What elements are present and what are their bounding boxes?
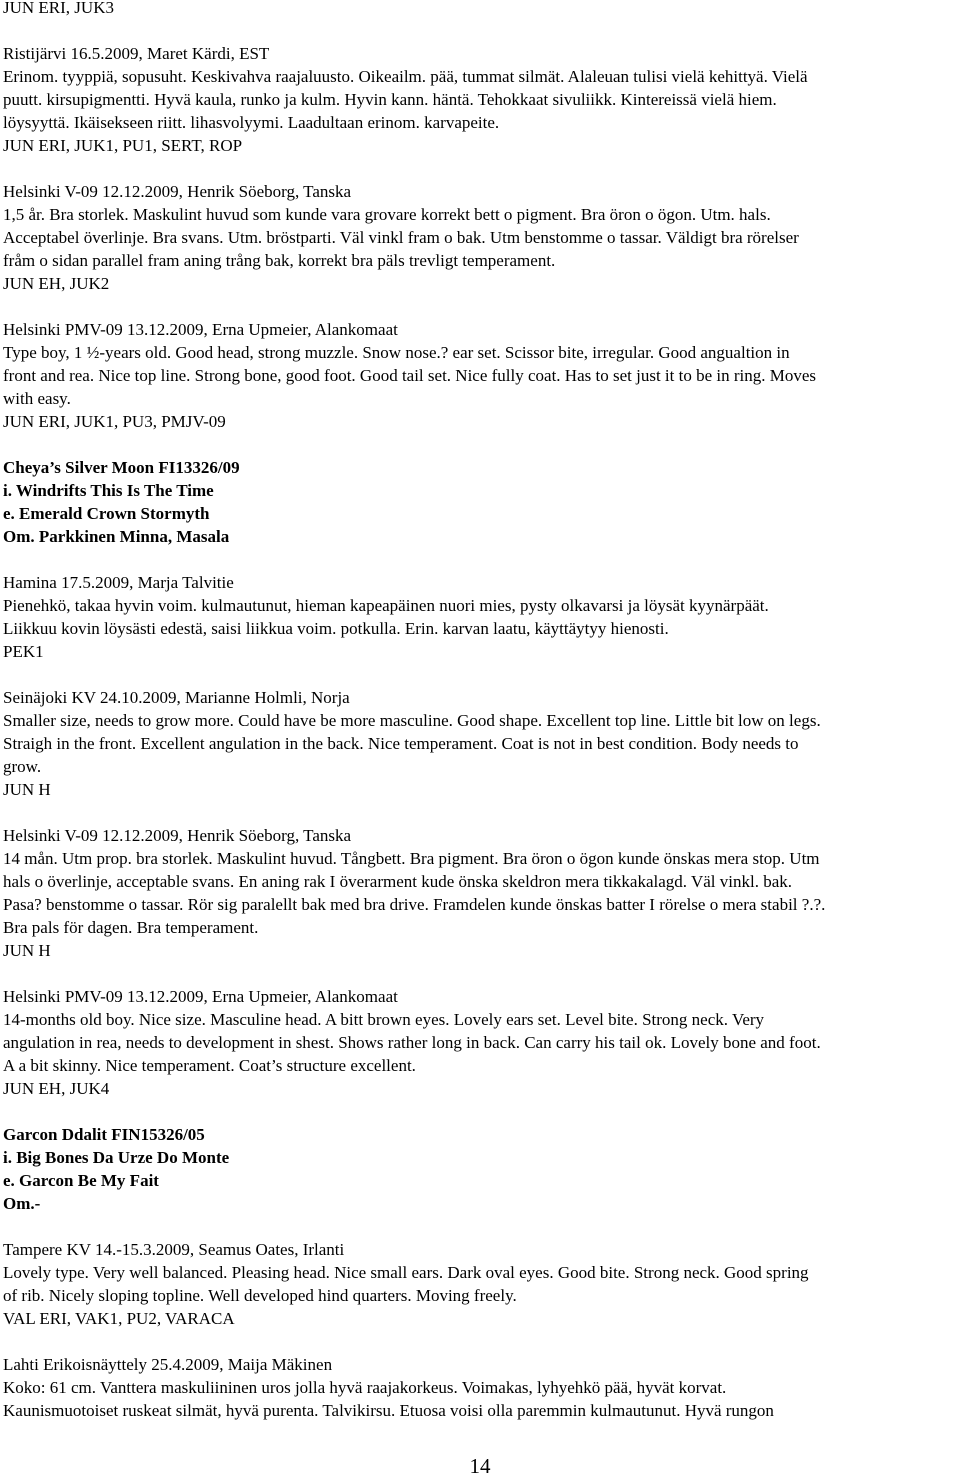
result-line: JUN EH, JUK4	[3, 1079, 110, 1098]
spacer	[3, 962, 955, 985]
spacer	[3, 19, 955, 42]
critique-line: Straigh in the front. Excellent angulation in the back. Nice temperament. Coat is not in best condition. Body needs to	[3, 734, 799, 753]
critique-line: A a bit skinny. Nice temperament. Coat’s structure excellent.	[3, 1056, 416, 1075]
critique-line: hals o överlinje, acceptable svans. En aning rak I överarment kude önska skeldron mera tikkakalagd. Väl vinkl. bak.	[3, 872, 792, 891]
spacer	[3, 801, 955, 824]
spacer	[3, 1215, 955, 1238]
spacer	[3, 1330, 955, 1353]
critique-line: front and rea. Nice top line. Strong bone, good foot. Good tail set. Nice fully coat. Has to set just it to be in ring. Moves	[3, 366, 817, 385]
result-heading: JUN ERI, JUK3	[3, 0, 114, 17]
show-header: Seinäjoki KV 24.10.2009, Marianne Holmli, Norja	[3, 688, 350, 707]
result-line: JUN H	[3, 780, 51, 799]
show-header: Lahti Erikoisnäyttely 25.4.2009, Maija Mäkinen	[3, 1355, 333, 1374]
dog-sire: i. Windrifts This Is The Time	[3, 481, 214, 500]
show-header: Helsinki V-09 12.12.2009, Henrik Söeborg, Tanska	[3, 182, 352, 201]
critique-line: Koko: 61 cm. Vanttera maskuliininen uros jolla hyvä raajakorkeus. Voimakas, lyhyehkö pää, hyvät korvat.	[3, 1378, 727, 1397]
critique-line: Lovely type. Very well balanced. Pleasing head. Nice small ears. Dark oval eyes. Good bite. Strong neck. Good spring	[3, 1263, 809, 1282]
critique-line: Pienehkö, takaa hyvin voim. kulmautunut, hieman kapeapäinen nuori mies, pysty olkavarsi ja löysät kyynärpäät.	[3, 596, 769, 615]
result-line: JUN ERI, JUK1, PU3, PMJV-09	[3, 412, 226, 431]
critique-line: Kaunismuotoiset ruskeat silmät, hyvä purenta. Talvikirsu. Etuosa voisi olla paremmin kulmautunut. Hyvä rungon	[3, 1401, 774, 1420]
result-line: JUN ERI, JUK1, PU1, SERT, ROP	[3, 136, 243, 155]
document-page	[3, 0, 955, 1422]
spacer	[3, 663, 955, 686]
critique-line: Liikkuu kovin löysästi edestä, saisi liikkua voim. potkulla. Erin. karvan laatu, käyttäytyy hienosti.	[3, 619, 669, 638]
dog-dam: e. Emerald Crown Stormyth	[3, 504, 210, 523]
critique-line: with easy.	[3, 389, 71, 408]
critique-line: Bra pals för dagen. Bra temperament.	[3, 918, 259, 937]
show-header: Ristijärvi 16.5.2009, Maret Kärdi, EST	[3, 44, 270, 63]
critique-line: Type boy, 1 ½-years old. Good head, strong muzzle. Snow nose.? ear set. Scissor bite, irregular. Good angualtion in	[3, 343, 790, 362]
show-header: Tampere KV 14.-15.3.2009, Seamus Oates, Irlanti	[3, 1240, 345, 1259]
critique-line: Pasa? benstomme o tassar. Rör sig paralellt bak med bra drive. Framdelen kunde önskas batter I rörelse o mera stabil ?.?.	[3, 895, 826, 914]
critique-line: Acceptabel överlinje. Bra svans. Utm. bröstparti. Väl vinkl fram o bak. Utm benstomme o tassar. Väldigt bra rörelser	[3, 228, 799, 247]
critique-line: 1,5 år. Bra storlek. Maskulint huvud som kunde vara grovare korrekt bett o pigment. Bra öron o ögon. Utm. hals.	[3, 205, 771, 224]
dog-owner: Om. Parkkinen Minna, Masala	[3, 527, 230, 546]
show-header: Helsinki V-09 12.12.2009, Henrik Söeborg, Tanska	[3, 826, 352, 845]
show-header: Helsinki PMV-09 13.12.2009, Erna Upmeier, Alankomaat	[3, 320, 398, 339]
critique-line: 14-months old boy. Nice size. Masculine head. A bitt brown eyes. Lovely ears set. Level bite. Strong neck. Very	[3, 1010, 765, 1029]
spacer	[3, 157, 955, 180]
dog-name: Cheya’s Silver Moon FI13326/09	[3, 458, 240, 477]
result-line: VAL ERI, VAK1, PU2, VARACA	[3, 1309, 235, 1328]
result-line: JUN H	[3, 941, 51, 960]
spacer	[3, 295, 955, 318]
spacer	[3, 548, 955, 571]
critique-line: Smaller size, needs to grow more. Could have be more masculine. Good shape. Excellent top line. Little bit low on legs.	[3, 711, 821, 730]
show-header: Hamina 17.5.2009, Marja Talvitie	[3, 573, 234, 592]
dog-name: Garcon Ddalit FIN15326/05	[3, 1125, 205, 1144]
spacer	[3, 1100, 955, 1123]
page-number: 14	[469, 1454, 491, 1478]
dog-owner: Om.-	[3, 1194, 41, 1213]
critique-line: grow.	[3, 757, 42, 776]
spacer	[3, 433, 955, 456]
critique-line: Erinom. tyyppiä, sopusuht. Keskivahva raajaluusto. Oikeailm. pää, tummat silmät. Alaleuan tulisi vielä kehittyä. Vielä	[3, 67, 808, 86]
critique-line: puutt. kirsupigmentti. Hyvä kaula, runko ja kulm. Hyvin kann. häntä. Tehokkaat sivuliikk. Kintereissä vielä hiem.	[3, 90, 777, 109]
result-line: PEK1	[3, 642, 44, 661]
critique-line: fråm o sidan parallel fram aning trång bak, korrekt bra päls trevligt temperament.	[3, 251, 556, 270]
dog-sire: i. Big Bones Da Urze Do Monte	[3, 1148, 230, 1167]
result-line: JUN EH, JUK2	[3, 274, 110, 293]
critique-line: angulation in rea, needs to development in shest. Shows rather long in back. Can carry his tail ok. Lovely bone and foot.	[3, 1033, 821, 1052]
dog-dam: e. Garcon Be My Fait	[3, 1171, 159, 1190]
show-header: Helsinki PMV-09 13.12.2009, Erna Upmeier, Alankomaat	[3, 987, 398, 1006]
critique-line: löysyyttä. Ikäisekseen riitt. lihasvolyymi. Laadultaan erinom. karvapeite.	[3, 113, 500, 132]
critique-line: of rib. Nicely sloping topline. Well developed hind quarters. Moving freely.	[3, 1286, 517, 1305]
critique-line: 14 mån. Utm prop. bra storlek. Maskulint huvud. Tångbett. Bra pigment. Bra öron o ögon kunde önskas mera stop. Utm	[3, 849, 820, 868]
